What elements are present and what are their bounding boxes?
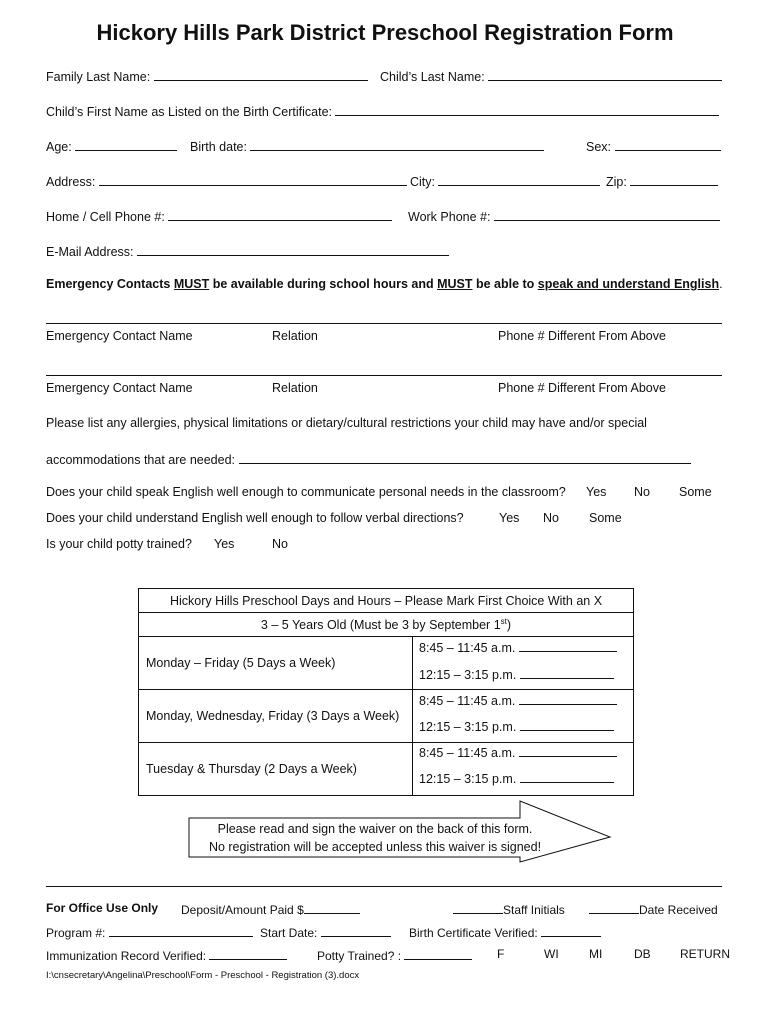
subheader-sup: st bbox=[500, 617, 507, 626]
office-wi[interactable]: WI bbox=[544, 947, 559, 961]
family-last-name-label: Family Last Name: bbox=[46, 70, 151, 84]
schedule-header: Hickory Hills Preschool Days and Hours – Please Mark First Choice With an X bbox=[169, 594, 603, 608]
email-label: E-Mail Address: bbox=[46, 245, 134, 259]
accommodations-label: accommodations that are needed: bbox=[46, 453, 236, 467]
program-line[interactable] bbox=[109, 924, 253, 937]
subheader-close: ) bbox=[506, 618, 512, 633]
child-last-name-label: Child’s Last Name: bbox=[380, 70, 485, 84]
q3-no-option[interactable]: No bbox=[272, 537, 288, 551]
family-last-name-field[interactable] bbox=[46, 68, 368, 84]
emergency-statement bbox=[46, 277, 723, 291]
allergies-prompt: Please list any allergies, physical limitations or dietary/cultural restrictions your child may have and/or special bbox=[46, 416, 647, 430]
work-phone-label: Work Phone #: bbox=[408, 210, 491, 224]
q1-no-option[interactable]: No bbox=[634, 485, 650, 499]
row2-pm-option[interactable] bbox=[419, 718, 614, 734]
child-first-name-field[interactable] bbox=[46, 103, 719, 119]
birth-cert-field[interactable] bbox=[409, 924, 601, 940]
q2-yes-option[interactable]: Yes bbox=[499, 511, 520, 525]
staff-initials-line[interactable] bbox=[453, 901, 503, 914]
waiver-line-1: Please read and sign the waiver on the back of this form. bbox=[217, 822, 533, 836]
city-label: City: bbox=[410, 175, 435, 189]
zip-line[interactable] bbox=[630, 173, 718, 186]
staff-initials-field[interactable] bbox=[453, 901, 565, 917]
question-speak-english: Does your child speak English well enough to communicate personal needs in the classroom? bbox=[46, 485, 566, 499]
child-last-name-field[interactable] bbox=[380, 68, 722, 84]
emergency-contact-2-relation-label: Relation bbox=[272, 381, 318, 395]
birth-date-line[interactable] bbox=[250, 138, 544, 151]
emergency-text-1: Emergency Contacts bbox=[46, 277, 174, 291]
date-received-line[interactable] bbox=[589, 901, 639, 914]
table-divider bbox=[139, 612, 633, 613]
row2-am-line[interactable] bbox=[519, 692, 617, 705]
work-phone-line[interactable] bbox=[494, 208, 720, 221]
row2-pm-line[interactable] bbox=[520, 718, 614, 731]
office-return[interactable]: RETURN bbox=[680, 947, 730, 961]
table-divider bbox=[139, 742, 633, 743]
emergency-text-2: be available during school hours and bbox=[209, 277, 438, 291]
office-mi[interactable]: MI bbox=[589, 947, 603, 961]
emergency-contact-2-name-label: Emergency Contact Name bbox=[46, 381, 193, 395]
row3-pm-label: 12:15 – 3:15 p.m. bbox=[419, 772, 517, 786]
potty-field[interactable] bbox=[317, 947, 472, 963]
program-field[interactable] bbox=[46, 924, 253, 940]
emergency-contact-2-phone-label: Phone # Different From Above bbox=[498, 381, 666, 395]
child-first-name-line[interactable] bbox=[335, 103, 719, 116]
child-last-name-line[interactable] bbox=[488, 68, 722, 81]
program-label: Program #: bbox=[46, 926, 106, 940]
table-column-divider bbox=[412, 636, 413, 795]
birth-date-field[interactable] bbox=[190, 138, 544, 154]
office-db[interactable]: DB bbox=[634, 947, 651, 961]
q3-yes-option[interactable]: Yes bbox=[214, 537, 235, 551]
schedule-row-2-days: Tuesday & Thursday (2 Days a Week) bbox=[146, 762, 357, 776]
schedule-table bbox=[138, 588, 634, 796]
emergency-contact-1-name-label: Emergency Contact Name bbox=[46, 329, 193, 343]
home-phone-field[interactable] bbox=[46, 208, 392, 224]
family-last-name-line[interactable] bbox=[154, 68, 368, 81]
immunization-line[interactable] bbox=[209, 947, 287, 960]
age-label: Age: bbox=[46, 140, 72, 154]
row2-am-label: 8:45 – 11:45 a.m. bbox=[419, 694, 516, 708]
immunization-field[interactable] bbox=[46, 947, 287, 963]
age-line[interactable] bbox=[75, 138, 177, 151]
sex-field[interactable] bbox=[586, 138, 721, 154]
office-divider bbox=[46, 886, 722, 887]
emergency-contact-1-line[interactable] bbox=[46, 323, 722, 324]
schedule-row-5-days: Monday – Friday (5 Days a Week) bbox=[146, 656, 336, 670]
address-label: Address: bbox=[46, 175, 96, 189]
address-field[interactable] bbox=[46, 173, 407, 189]
q1-yes-option[interactable]: Yes bbox=[586, 485, 607, 499]
email-field[interactable] bbox=[46, 243, 449, 259]
row3-am-label: 8:45 – 11:45 a.m. bbox=[419, 746, 516, 760]
birth-cert-label: Birth Certificate Verified: bbox=[409, 926, 538, 940]
birth-date-label: Birth date: bbox=[190, 140, 247, 154]
start-date-line[interactable] bbox=[321, 924, 391, 937]
sex-line[interactable] bbox=[615, 138, 721, 151]
schedule-subheader bbox=[139, 617, 633, 632]
subheader-text: 3 – 5 Years Old (Must be 3 by September 1 bbox=[260, 618, 501, 633]
child-first-name-label: Child’s First Name as Listed on the Birth Certificate: bbox=[46, 105, 332, 119]
city-field[interactable] bbox=[410, 173, 600, 189]
accommodations-line[interactable] bbox=[239, 451, 691, 464]
emergency-text-3: be able to bbox=[472, 277, 538, 291]
q2-no-option[interactable]: No bbox=[543, 511, 559, 525]
address-line[interactable] bbox=[99, 173, 407, 186]
page-title: Hickory Hills Park District Preschool Registration Form bbox=[96, 20, 674, 45]
staff-initials-label: Staff Initials bbox=[503, 903, 565, 917]
row3-pm-option[interactable] bbox=[419, 770, 614, 786]
q2-some-option[interactable]: Some bbox=[589, 511, 622, 525]
home-phone-line[interactable] bbox=[168, 208, 392, 221]
emergency-contact-1-phone-label: Phone # Different From Above bbox=[498, 329, 666, 343]
row2-am-option[interactable] bbox=[419, 692, 617, 708]
question-potty-trained: Is your child potty trained? bbox=[46, 537, 192, 551]
waiver-line-2: No registration will be accepted unless this waiver is signed! bbox=[208, 840, 542, 854]
row1-pm-line[interactable] bbox=[520, 666, 614, 679]
row1-am-label: 8:45 – 11:45 a.m. bbox=[419, 641, 516, 655]
email-line[interactable] bbox=[137, 243, 449, 256]
emergency-text-4: . bbox=[719, 277, 723, 291]
emergency-must-2: MUST bbox=[437, 277, 473, 291]
deposit-line[interactable] bbox=[304, 901, 360, 914]
row1-pm-option[interactable] bbox=[419, 666, 614, 682]
row3-am-option[interactable] bbox=[419, 744, 617, 760]
row1-pm-label: 12:15 – 3:15 p.m. bbox=[419, 668, 517, 682]
footer-file-path: I:\cnsecretary\Angelina\Preschool\Form - Preschool - Registration (3).docx bbox=[46, 970, 360, 981]
row2-pm-label: 12:15 – 3:15 p.m. bbox=[419, 720, 517, 734]
age-field[interactable] bbox=[46, 138, 177, 154]
work-phone-field[interactable] bbox=[408, 208, 720, 224]
date-received-label: Date Received bbox=[639, 903, 718, 917]
question-understand-english: Does your child understand English well enough to follow verbal directions? bbox=[46, 511, 464, 525]
home-phone-label: Home / Cell Phone #: bbox=[46, 210, 165, 224]
emergency-must-1: MUST bbox=[173, 277, 210, 291]
deposit-field[interactable] bbox=[181, 901, 360, 917]
deposit-label: Deposit/Amount Paid $ bbox=[181, 903, 304, 917]
start-date-label: Start Date: bbox=[260, 926, 318, 940]
start-date-field[interactable] bbox=[260, 924, 391, 940]
city-line[interactable] bbox=[438, 173, 600, 186]
row3-am-line[interactable] bbox=[519, 744, 617, 757]
office-use-heading: For Office Use Only bbox=[46, 901, 159, 915]
immunization-label: Immunization Record Verified: bbox=[46, 949, 207, 963]
office-f[interactable]: F bbox=[497, 947, 505, 961]
schedule-row-3-days: Monday, Wednesday, Friday (3 Days a Week) bbox=[146, 709, 400, 723]
emergency-contact-1-relation-label: Relation bbox=[272, 329, 318, 343]
table-divider bbox=[139, 689, 633, 690]
date-received-field[interactable] bbox=[589, 901, 718, 917]
sex-label: Sex: bbox=[586, 140, 612, 154]
zip-label: Zip: bbox=[606, 175, 627, 189]
zip-field[interactable] bbox=[606, 173, 718, 189]
emergency-speak: speak and understand English bbox=[537, 277, 720, 291]
potty-label: Potty Trained? : bbox=[317, 949, 402, 963]
q1-some-option[interactable]: Some bbox=[679, 485, 712, 499]
row3-pm-line[interactable] bbox=[520, 770, 614, 783]
accommodations-field[interactable] bbox=[46, 451, 691, 467]
row1-am-option[interactable] bbox=[419, 639, 617, 655]
potty-line[interactable] bbox=[404, 947, 472, 960]
row1-am-line[interactable] bbox=[519, 639, 617, 652]
table-divider bbox=[139, 636, 633, 637]
birth-cert-line[interactable] bbox=[541, 924, 601, 937]
emergency-contact-2-line[interactable] bbox=[46, 375, 722, 376]
